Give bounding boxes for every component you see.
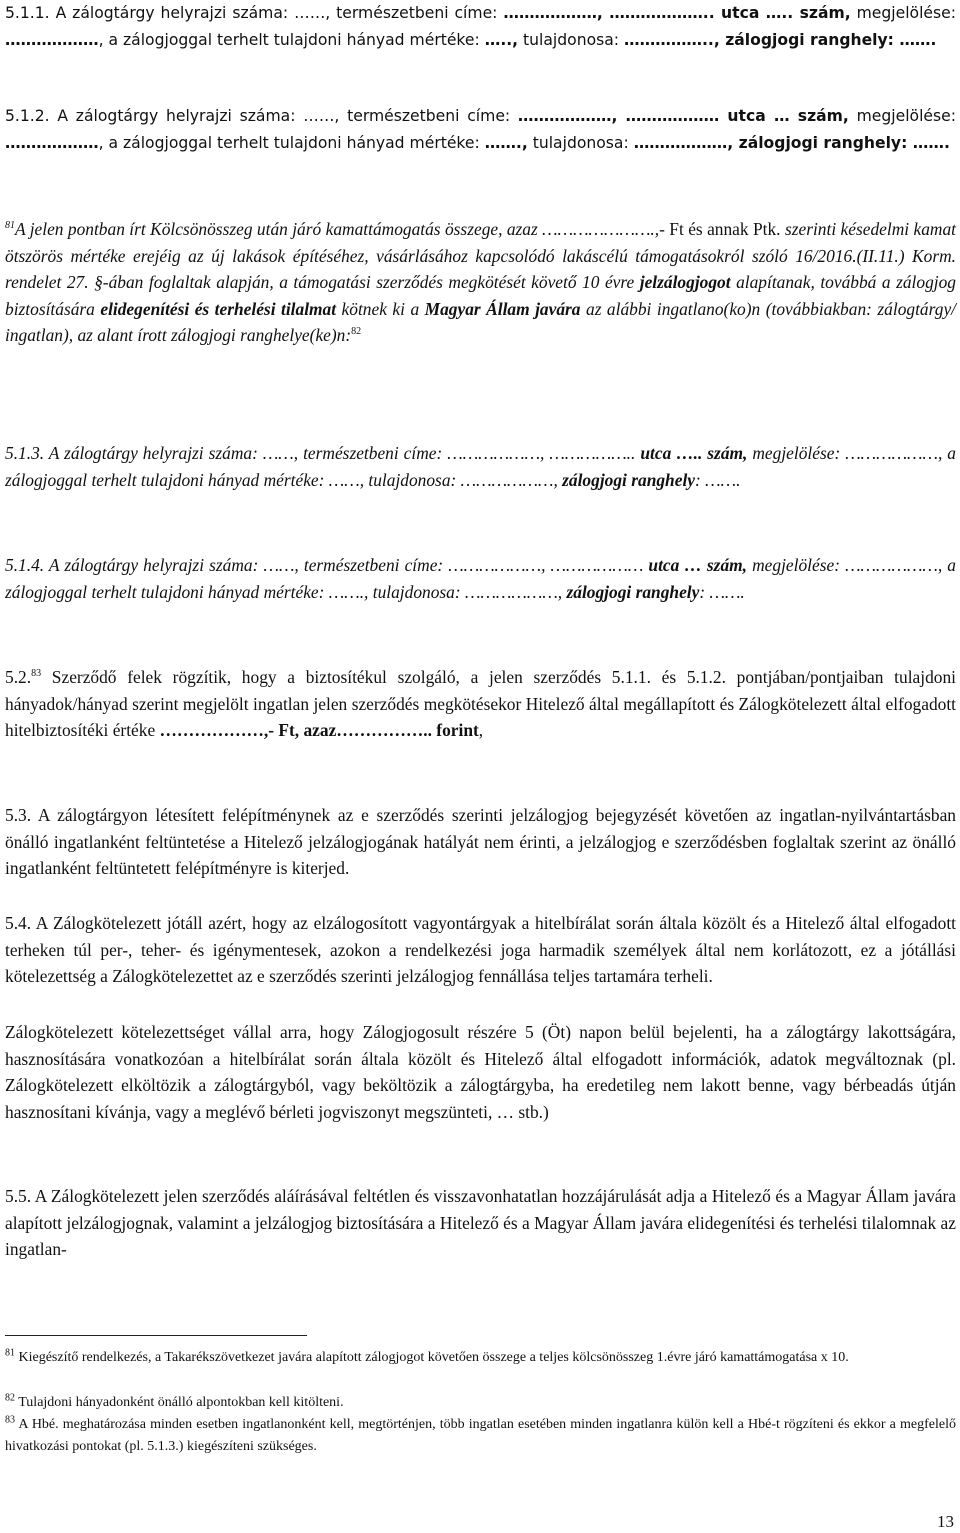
section-5-4: 5.4. A Zálogkötelezett jótáll azért, hogy az elzálogosított vagyontárgyak a hitelbírálat során általa közölt és a Hitelező által elfogadott terheken túl per-, teher- és igénymentesek, azokon a rendelkezési joga harmadik személyek által nem korlátozott, ez a jótállási kötelezettség a Zálogkötelezettet az e szerződés szerinti jelzálogjog fennállása teljes tartamára terheli. <box>5 913 956 986</box>
section-5-1-3: 5.1.3. A zálogtárgy helyrajzi száma: ……, természetbeni címe: ………………, …………….. utca ….. szám, megjelölése: ………………, a zálogjoggal terhelt tulajdoni hányad mértéke: ……, tulajdonosa: ………………, zálogjogi ranghely: ……. <box>5 443 956 490</box>
section-5-4-continued: Zálogkötelezett kötelezettséget vállal arra, hogy Zálogjogosult részére 5 (Öt) napon belül bejelenti, ha a zálogtárgy lakottságára, hasznosítására vonatkozóan a hitelbírálat során általa közölt és Hitelező által elfogadott információk, adatok megváltoznak (pl. Zálogkötelezett elköltözik a zálogtárgyból, vagy beköltözik a zálogtárgyba, ha eredetileg nem lakott benne, vagy bérbeadás útján hasznosítani kívánja, vagy a meglévő bérleti jogviszonyt megszünteti, … stb.) <box>5 1022 956 1122</box>
section-5-1-1: 5.1.1. A zálogtárgy helyrajzi száma: ……, természetbeni címe: ………………, ……………….. utca ….. szám, megjelölése: ………………, a zálogjoggal terhelt tulajdoni hányad mértéke: ….., tulajdonosa: …………….., zálogjogi ranghely: ……. <box>5 4 956 49</box>
footnote-ref-82: 82 <box>351 326 362 338</box>
footnote-separator <box>5 1335 307 1336</box>
section-5-1-4: 5.1.4. A zálogtárgy helyrajzi száma: ……, természetbeni címe: ………………, ……………… utca … szám, megjelölése: ………………, a zálogjoggal terhelt tulajdoni hányad mértéke: ……., tulajdonosa: ………………, zálogjogi ranghely: ……. <box>5 555 957 602</box>
footnote-ref-81: 81 <box>5 220 15 232</box>
footnote-81: $^{81}$ Kiegészítő rendelkezés, a Takarékszövetkezet javára alapított zálogjogot követően összege a teljes kölcsönösszeg 1.évre járó kamattámogatása x 10. <box>5 1347 849 1365</box>
section-5-3: 5.3. A zálogtárgyon létesített felépítménynek az e szerződés szerinti jelzálogjog bejegyzését követően az ingatlan-nyilvántartásban önálló ingatlanként feltüntetése a Hitelező jelzálogjogának hatályát nem érinti, a jelzálogjog e szerződésben foglaltak szerint az önálló ingatlanként feltüntetett felépítményre is kiterjed. <box>5 805 956 878</box>
footnote-83: $^{83}$ A Hbé. meghatározása minden esetben ingatlanonként kell, megtörténjen, több ingatlan esetében minden ingatlanra külön kell a Hbé-t rögzíteni és ekkor a megfelelő hivatkozási pontokat (pl. 5.1.3.) kiegészíteni szükséges. <box>5 1414 956 1454</box>
section-5-5: 5.5. A Zálogkötelezett jelen szerződés aláírásával feltétlen és visszavonhatatlan hozzájárulását adja a Hitelező és a Magyar Állam javára alapított jelzálogjognak, valamint a jelzálogjog biztosítására a Hitelező és a Magyar Állam javára elidegenítési és terhelési tilalomnak az ingatlan- <box>5 1186 956 1259</box>
section-5-1-2: 5.1.2. A zálogtárgy helyrajzi száma: ……, természetbeni címe: ………………, ……………… utca … szám, megjelölése: ………………, a zálogjoggal terhelt tulajdoni hányad mértéke: ……., tulajdonosa: ………………, zálogjogi ranghely: ……. <box>5 107 956 152</box>
footnote-82: $^{82}$ Tulajdoni hányadonként önálló alpontokban kell kitölteni. <box>5 1392 344 1410</box>
footnote-ref-83: 83 <box>31 668 42 680</box>
section-5-2: 5.2.83 Szerződő felek rögzítik, hogy a biztosítékul szolgáló, a jelen szerződés 5.1.1. és 5.1.2. pontjában/pontjaiban tulajdoni hányadok/hányad szerint megjelölt ingatlan jelen szerződés megkötésekor Hitelező által megállapított és Zálogkötelezett által elfogadott hitelbiztosítéki értéke ………………,- Ft, azaz…………….. forint, <box>5 667 956 740</box>
kamattamogatas-paragraph: $^{81}$A jelen pontban írt Kölcsönösszeg után járó kamattámogatás összege, azaz ………………….,- Ft és annak Ptk. szerinti késedelmi kamat ötszörös mértéke erejéig az új lakások építéséhez, vásárlásához kapcsolódó lakáscélú támogatásokról szóló 16/2016.(II.11.) Korm. rendelet 27. §-ában foglaltak alapján, a támogatási szerződés megkötését követő 10 évre jelzálogjogot alapítanak, továbbá a zálogjog biztosítására elidegenítési és terhelési tilalmat kötnek ki a Magyar Állam javára az alábbi ingatlano(ko)n (továbbiakban: zálogtárgy/ ingatlan), az alant írott zálogjogi ranghelye(ke)n:$^{82}$ <box>5 219 956 345</box>
page-number: 13 <box>937 1512 954 1531</box>
